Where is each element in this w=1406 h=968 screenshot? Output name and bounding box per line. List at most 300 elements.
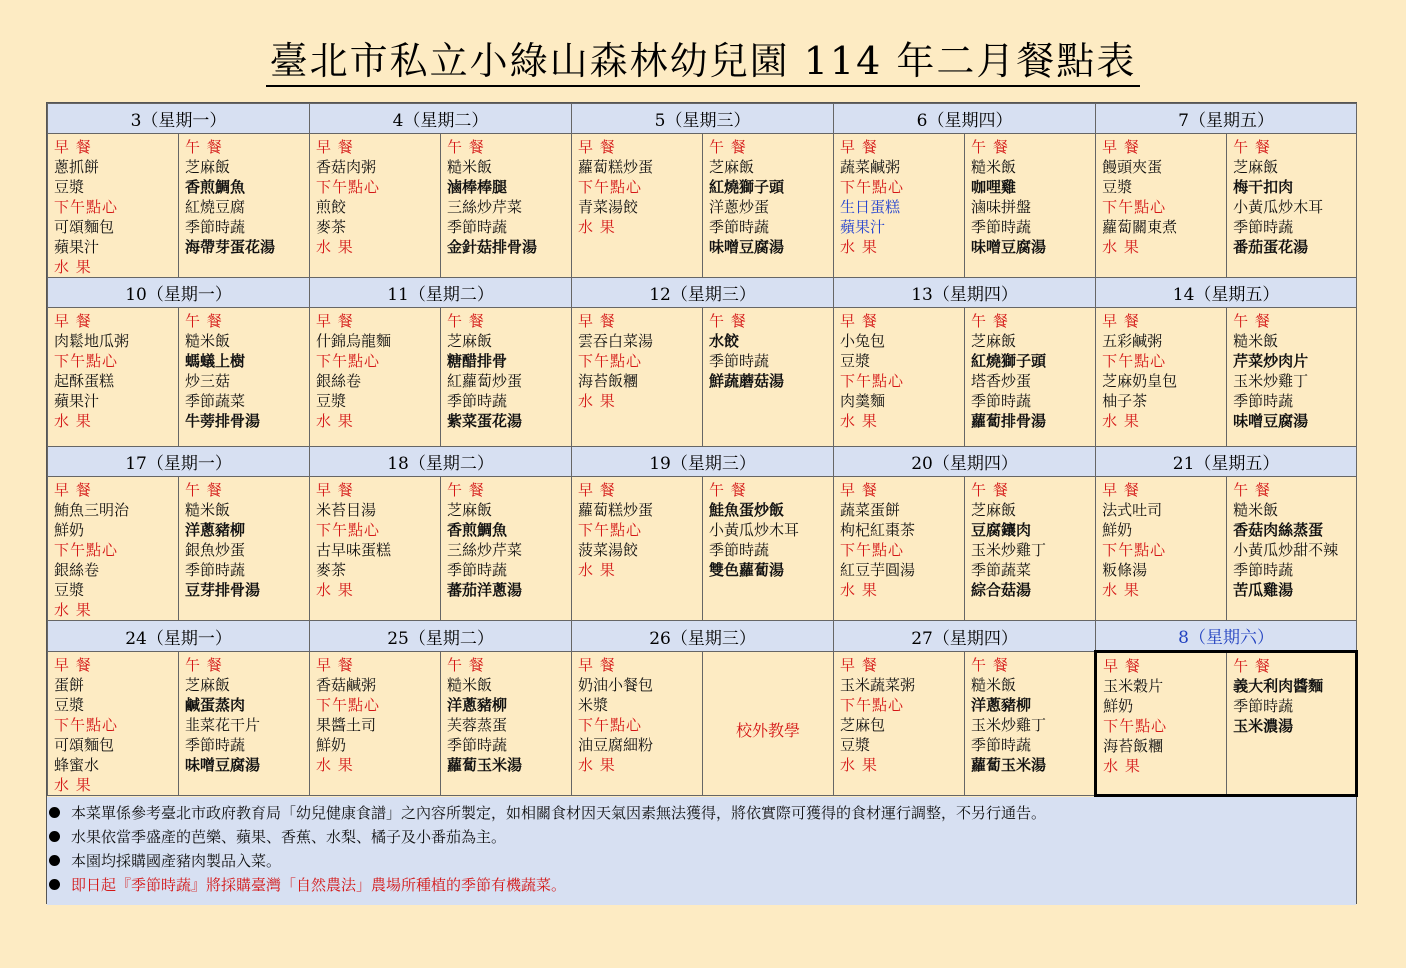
day-header: 24（星期一） <box>48 621 310 652</box>
breakfast-snack-cell <box>48 308 179 447</box>
bullet-icon <box>49 855 60 866</box>
meal-label: 水 果 <box>316 412 354 430</box>
menu-item: 季節時蔬 <box>971 218 1032 236</box>
meal-list <box>179 308 309 431</box>
lunch-cell <box>1227 652 1357 796</box>
note-item <box>47 825 1356 849</box>
menu-item: 蘋果汁 <box>840 218 886 236</box>
menu-item: 鮮蔬蘑菇湯 <box>709 372 785 390</box>
menu-item: 玉米炒雞丁 <box>971 541 1047 559</box>
bullet-icon <box>49 831 60 842</box>
meal-list <box>1227 477 1356 600</box>
menu-item: 麥茶 <box>316 561 347 579</box>
day-header: 18（星期二） <box>310 447 572 477</box>
menu-item: 蛋餅 <box>54 676 85 694</box>
meal-label: 水 果 <box>54 258 92 276</box>
meal-label: 早 餐 <box>840 138 878 156</box>
meal-list <box>834 134 964 257</box>
menu-item: 季節時蔬 <box>447 392 508 410</box>
meal-label: 水 果 <box>578 218 616 236</box>
menu-item: 小黃瓜炒甜不辣 <box>1233 541 1339 559</box>
meal-list <box>572 477 702 580</box>
meal-label: 早 餐 <box>316 138 354 156</box>
meal-label: 水 果 <box>1102 412 1140 430</box>
meal-label: 午 餐 <box>185 656 223 674</box>
menu-item: 洋蔥豬柳 <box>971 696 1032 714</box>
meal-label: 水 果 <box>1102 581 1140 599</box>
menu-item: 芝麻包 <box>840 716 886 734</box>
meal-label: 下午點心 <box>840 541 905 559</box>
meal-list <box>965 652 1094 775</box>
day-header: 19（星期三） <box>572 447 834 477</box>
note-text: 本園均採購國產豬肉製品入菜。 <box>71 852 282 870</box>
menu-item: 番茄蛋花湯 <box>1233 238 1309 256</box>
lunch-cell <box>1227 134 1357 278</box>
menu-item: 糙米飯 <box>185 501 231 519</box>
meal-list <box>48 477 178 620</box>
meal-label: 早 餐 <box>1102 312 1140 330</box>
menu-item: 季節時蔬 <box>447 561 508 579</box>
menu-item: 糙米飯 <box>1233 501 1279 519</box>
day-header: 12（星期三） <box>572 278 834 308</box>
meal-label: 早 餐 <box>54 656 92 674</box>
menu-item: 季節蔬菜 <box>971 561 1032 579</box>
meal-label: 午 餐 <box>185 481 223 499</box>
menu-item: 季節時蔬 <box>709 541 770 559</box>
meal-label: 早 餐 <box>840 312 878 330</box>
meal-list <box>310 652 440 775</box>
note-item <box>47 849 1356 873</box>
lunch-cell <box>179 134 310 278</box>
menu-item: 果醬土司 <box>316 716 377 734</box>
menu-item: 綜合菇湯 <box>971 581 1032 599</box>
menu-item: 鮮奶 <box>1103 697 1134 715</box>
menu-item: 糖醋排骨 <box>447 352 508 370</box>
menu-item: 糙米飯 <box>971 676 1017 694</box>
meal-label: 下午點心 <box>840 372 905 390</box>
day-header: 5（星期三） <box>572 104 834 134</box>
meal-label: 下午點心 <box>54 716 119 734</box>
menu-item: 海苔飯糰 <box>1103 737 1164 755</box>
menu-item: 蜂蜜水 <box>54 756 100 774</box>
menu-item: 芝麻飯 <box>447 501 493 519</box>
meal-label: 水 果 <box>840 756 878 774</box>
menu-item: 洋蔥豬柳 <box>447 696 508 714</box>
meal-label: 水 果 <box>1102 238 1140 256</box>
meal-list <box>834 477 964 600</box>
menu-item: 金針菇排骨湯 <box>447 238 538 256</box>
menu-item: 芝麻奶皇包 <box>1102 372 1178 390</box>
menu-item: 玉米濃湯 <box>1233 717 1294 735</box>
menu-item: 螞蟻上樹 <box>185 352 246 370</box>
menu-item: 豆漿 <box>1102 178 1133 196</box>
menu-item: 季節時蔬 <box>185 561 246 579</box>
breakfast-snack-cell <box>48 134 179 278</box>
lunch-cell <box>965 652 1096 796</box>
bullet-icon <box>49 807 60 818</box>
lunch-cell <box>441 134 572 278</box>
day-header: 17（星期一） <box>48 447 310 477</box>
week-menu-row <box>48 308 1357 447</box>
meal-list <box>48 308 178 431</box>
menu-item: 蘿蔔關東煮 <box>1102 218 1178 236</box>
menu-item: 紅蘿蔔炒蛋 <box>447 372 523 390</box>
menu-item: 季節時蔬 <box>971 392 1032 410</box>
lunch-cell <box>965 477 1096 621</box>
meal-list <box>1096 134 1226 257</box>
breakfast-snack-cell <box>572 477 703 621</box>
meal-label: 水 果 <box>1103 757 1141 775</box>
menu-item: 鮮奶 <box>54 521 85 539</box>
lunch-cell <box>179 477 310 621</box>
menu-item: 煎餃 <box>316 198 347 216</box>
menu-item: 季節時蔬 <box>185 736 246 754</box>
day-header: 26（星期三） <box>572 621 834 652</box>
menu-item: 豆漿 <box>316 392 347 410</box>
menu-item: 季節時蔬 <box>971 736 1032 754</box>
meal-list <box>441 308 571 431</box>
menu-item: 雲吞白菜湯 <box>578 332 654 350</box>
lunch-cell <box>179 652 310 796</box>
menu-item: 滷味拼盤 <box>971 198 1032 216</box>
meal-label: 下午點心 <box>578 716 643 734</box>
menu-item: 芝麻飯 <box>1233 158 1279 176</box>
meal-list <box>310 308 440 431</box>
day-header: 21（星期五） <box>1096 447 1357 477</box>
breakfast-snack-cell <box>48 477 179 621</box>
breakfast-snack-cell <box>310 477 441 621</box>
menu-item: 季節時蔬 <box>185 218 246 236</box>
menu-item: 蘿蔔玉米湯 <box>447 756 523 774</box>
menu-item: 季節時蔬 <box>447 218 508 236</box>
menu-item: 粄條湯 <box>1102 561 1148 579</box>
meal-list <box>48 652 178 795</box>
menu-item: 柚子茶 <box>1102 392 1148 410</box>
menu-item: 洋蔥炒蛋 <box>709 198 770 216</box>
day-header: 4（星期二） <box>310 104 572 134</box>
menu-item: 青菜湯餃 <box>578 198 639 216</box>
breakfast-snack-cell <box>1096 308 1227 447</box>
menu-item: 洋蔥豬柳 <box>185 521 246 539</box>
menu-item: 古早味蛋糕 <box>316 541 392 559</box>
menu-item: 油豆腐細粉 <box>578 736 654 754</box>
menu-item: 糙米飯 <box>1233 332 1279 350</box>
day-header: 7（星期五） <box>1096 104 1357 134</box>
menu-item: 香菇肉粥 <box>316 158 377 176</box>
meal-label: 下午點心 <box>316 696 381 714</box>
meal-list <box>1097 653 1226 776</box>
menu-item: 生日蛋糕 <box>840 198 901 216</box>
menu-item: 咖哩雞 <box>971 178 1017 196</box>
meal-label: 下午點心 <box>578 352 643 370</box>
meal-label: 早 餐 <box>578 656 616 674</box>
meal-list <box>441 477 571 600</box>
menu-item: 季節時蔬 <box>1233 561 1294 579</box>
meal-label: 早 餐 <box>840 481 878 499</box>
meal-list <box>441 652 571 775</box>
menu-item: 法式吐司 <box>1102 501 1163 519</box>
meal-label: 下午點心 <box>578 521 643 539</box>
notes-section <box>47 797 1356 905</box>
meal-label: 午 餐 <box>447 481 485 499</box>
menu-item: 芝麻飯 <box>447 332 493 350</box>
menu-item: 五彩鹹粥 <box>1102 332 1163 350</box>
meal-label: 水 果 <box>578 392 616 410</box>
day-header: 10（星期一） <box>48 278 310 308</box>
menu-item: 海帶芽蛋花湯 <box>185 238 276 256</box>
menu-item: 可頌麵包 <box>54 218 115 236</box>
menu-item: 奶油小餐包 <box>578 676 654 694</box>
breakfast-snack-cell <box>834 652 965 796</box>
meal-label: 下午點心 <box>54 198 119 216</box>
menu-item: 味噌豆腐湯 <box>1233 412 1309 430</box>
meal-list <box>310 477 440 600</box>
menu-item: 三絲炒芹菜 <box>447 198 523 216</box>
menu-item: 鮮奶 <box>316 736 347 754</box>
menu-item: 三絲炒芹菜 <box>447 541 523 559</box>
lunch-cell <box>703 134 834 278</box>
menu-item: 蔬菜蛋餅 <box>840 501 901 519</box>
lunch-cell <box>965 308 1096 447</box>
note-text: 即日起『季節時蔬』將採購臺灣「自然農法」農場所種植的季節有機蔬菜。 <box>71 876 567 894</box>
menu-item: 季節時蔬 <box>709 352 770 370</box>
menu-item: 海苔飯糰 <box>578 372 639 390</box>
breakfast-snack-cell <box>572 308 703 447</box>
meal-label: 午 餐 <box>1233 312 1271 330</box>
menu-item: 糙米飯 <box>447 158 493 176</box>
meal-label: 午 餐 <box>447 138 485 156</box>
menu-item: 蕃茄洋蔥湯 <box>447 581 523 599</box>
meal-label: 下午點心 <box>578 178 643 196</box>
meal-label: 早 餐 <box>316 312 354 330</box>
day-header: 27（星期四） <box>834 621 1096 652</box>
breakfast-snack-cell <box>48 652 179 796</box>
meal-list <box>1227 134 1356 257</box>
menu-item: 季節時蔬 <box>1233 392 1294 410</box>
menu-item: 銀絲卷 <box>316 372 362 390</box>
menu-item: 牛蒡排骨湯 <box>185 412 261 430</box>
meal-label: 下午點心 <box>840 178 905 196</box>
meal-label: 早 餐 <box>1102 138 1140 156</box>
lunch-cell <box>179 308 310 447</box>
meal-label: 午 餐 <box>1233 138 1271 156</box>
menu-item: 香菇鹹粥 <box>316 676 377 694</box>
day-header: 6（星期四） <box>834 104 1096 134</box>
menu-item: 芙蓉蒸蛋 <box>447 716 508 734</box>
lunch-cell <box>703 308 834 447</box>
meal-label: 下午點心 <box>1102 198 1167 216</box>
lunch-cell <box>965 134 1096 278</box>
lunch-cell <box>1227 477 1357 621</box>
menu-item: 豆芽排骨湯 <box>185 581 261 599</box>
meal-list <box>965 308 1095 431</box>
lunch-cell <box>441 652 572 796</box>
menu-item: 玉米炒雞丁 <box>1233 372 1309 390</box>
week-header-row <box>48 447 1357 477</box>
meal-list <box>1227 308 1356 431</box>
menu-item: 玉米蔬菜粥 <box>840 676 916 694</box>
menu-item: 豆漿 <box>840 352 871 370</box>
meal-label: 水 果 <box>840 581 878 599</box>
breakfast-snack-cell <box>572 652 703 796</box>
menu-item: 肉鬆地瓜粥 <box>54 332 130 350</box>
meal-label: 早 餐 <box>54 312 92 330</box>
meal-label: 早 餐 <box>54 481 92 499</box>
menu-item: 水餃 <box>709 332 740 350</box>
meal-label: 午 餐 <box>709 138 747 156</box>
menu-item: 紫菜蛋花湯 <box>447 412 523 430</box>
menu-item: 蘿蔔排骨湯 <box>971 412 1047 430</box>
menu-item: 芝麻飯 <box>971 501 1017 519</box>
breakfast-snack-cell <box>1096 652 1227 796</box>
menu-item: 香煎鯛魚 <box>185 178 246 196</box>
meal-label: 午 餐 <box>971 312 1009 330</box>
week-menu-row <box>48 134 1357 278</box>
menu-item: 蘋果汁 <box>54 238 100 256</box>
title-text: 臺北市私立小綠山森林幼兒園 114 年二月餐點表 <box>266 39 1141 87</box>
meal-list <box>179 134 309 257</box>
meal-label: 午 餐 <box>709 481 747 499</box>
menu-item: 芝麻飯 <box>709 158 755 176</box>
meal-label: 早 餐 <box>840 656 878 674</box>
meal-label: 下午點心 <box>316 521 381 539</box>
menu-item: 饅頭夾蛋 <box>1102 158 1163 176</box>
menu-item: 起酥蛋糕 <box>54 372 115 390</box>
menu-item: 玉米炒雞丁 <box>971 716 1047 734</box>
menu-item: 米苔目湯 <box>316 501 377 519</box>
meal-label: 水 果 <box>840 412 878 430</box>
menu-item: 炒三菇 <box>185 372 231 390</box>
meal-label: 早 餐 <box>54 138 92 156</box>
meal-label: 下午點心 <box>54 352 119 370</box>
breakfast-snack-cell <box>310 652 441 796</box>
menu-item: 銀魚炒蛋 <box>185 541 246 559</box>
meal-label: 早 餐 <box>316 481 354 499</box>
menu-grid <box>47 103 1358 797</box>
menu-item: 麥茶 <box>316 218 347 236</box>
meal-list <box>1096 477 1226 600</box>
menu-item: 塔香炒蛋 <box>971 372 1032 390</box>
meal-list <box>965 477 1095 600</box>
menu-item: 雙色蘿蔔湯 <box>709 561 785 579</box>
day-header: 11（星期二） <box>310 278 572 308</box>
menu-item: 小黃瓜炒木耳 <box>709 521 800 539</box>
meal-label: 午 餐 <box>447 312 485 330</box>
meal-label: 下午點心 <box>54 541 119 559</box>
day-header: 13（星期四） <box>834 278 1096 308</box>
meal-list <box>48 134 178 277</box>
menu-item: 什錦烏龍麵 <box>316 332 392 350</box>
day-header: 8（星期六） <box>1096 621 1357 652</box>
menu-item: 滷棒棒腿 <box>447 178 508 196</box>
meal-label: 下午點心 <box>840 696 905 714</box>
meal-list <box>572 308 702 411</box>
menu-item: 味噌豆腐湯 <box>709 238 785 256</box>
meal-label: 午 餐 <box>971 481 1009 499</box>
menu-item: 季節時蔬 <box>1233 697 1294 715</box>
menu-item: 紅燒獅子頭 <box>709 178 785 196</box>
meal-label: 早 餐 <box>578 312 616 330</box>
note-text: 水果依當季盛產的芭樂、蘋果、香蕉、水梨、橘子及小番茄為主。 <box>71 828 507 846</box>
menu-item: 豆漿 <box>54 581 85 599</box>
menu-item: 豆漿 <box>54 178 85 196</box>
menu-item: 味噌豆腐湯 <box>971 238 1047 256</box>
menu-item: 季節蔬菜 <box>185 392 246 410</box>
meal-list <box>703 308 833 391</box>
breakfast-snack-cell <box>834 477 965 621</box>
menu-item: 紅燒獅子頭 <box>971 352 1047 370</box>
meal-label: 水 果 <box>840 238 878 256</box>
menu-item: 蔬菜鹹粥 <box>840 158 901 176</box>
menu-item: 小黃瓜炒木耳 <box>1233 198 1324 216</box>
menu-item: 鮪魚三明治 <box>54 501 130 519</box>
menu-item: 肉羹麵 <box>840 392 886 410</box>
meal-list <box>703 134 833 257</box>
menu-item: 味噌豆腐湯 <box>185 756 261 774</box>
lunch-cell <box>441 308 572 447</box>
week-header-row <box>48 104 1357 134</box>
menu-item: 芹菜炒肉片 <box>1233 352 1309 370</box>
meal-list <box>441 134 571 257</box>
lunch-cell <box>703 652 834 796</box>
menu-item: 蘿蔔玉米湯 <box>971 756 1047 774</box>
menu-item: 銀絲卷 <box>54 561 100 579</box>
meal-label: 早 餐 <box>1102 481 1140 499</box>
meal-list <box>179 652 309 775</box>
meal-label: 午 餐 <box>971 138 1009 156</box>
meal-label: 水 果 <box>578 561 616 579</box>
week-menu-row <box>48 477 1357 621</box>
menu-item: 鮭魚蛋炒飯 <box>709 501 785 519</box>
meal-label: 午 餐 <box>709 312 747 330</box>
meal-label: 水 果 <box>316 756 354 774</box>
meal-label: 下午點心 <box>1102 352 1167 370</box>
meal-list <box>834 652 964 775</box>
meal-label: 水 果 <box>54 776 92 794</box>
menu-item: 豆漿 <box>840 736 871 754</box>
meal-list <box>572 134 702 237</box>
meal-list <box>572 652 702 775</box>
menu-item: 小兔包 <box>840 332 886 350</box>
menu-item: 菠菜湯餃 <box>578 541 639 559</box>
meal-label: 早 餐 <box>316 656 354 674</box>
meal-list <box>1096 308 1226 431</box>
menu-item: 季節時蔬 <box>709 218 770 236</box>
day-header: 3（星期一） <box>48 104 310 134</box>
bullet-icon <box>49 879 60 890</box>
breakfast-snack-cell <box>310 308 441 447</box>
breakfast-snack-cell <box>310 134 441 278</box>
menu-item: 糙米飯 <box>185 332 231 350</box>
menu-item: 豆腐鑲肉 <box>971 521 1032 539</box>
meal-label: 水 果 <box>54 412 92 430</box>
menu-table <box>46 102 1357 904</box>
week-header-row <box>48 278 1357 308</box>
menu-item: 苦瓜雞湯 <box>1233 581 1294 599</box>
note-text: 本菜單係參考臺北市政府教育局「幼兒健康食譜」之內容所製定，如相關食材因天氣因素無法獲得，將依實際可獲得的食材運行調整，不另行通告。 <box>71 804 1047 822</box>
menu-item: 蘿蔔糕炒蛋 <box>578 501 654 519</box>
breakfast-snack-cell <box>572 134 703 278</box>
menu-item: 鹹蛋蒸肉 <box>185 696 246 714</box>
menu-item: 韭菜花干片 <box>185 716 261 734</box>
menu-item: 香菇肉絲蒸蛋 <box>1233 521 1324 539</box>
menu-item: 糙米飯 <box>971 158 1017 176</box>
menu-item: 蘿蔔糕炒蛋 <box>578 158 654 176</box>
menu-item: 義大利肉醬麵 <box>1233 677 1324 695</box>
menu-item: 可頌麵包 <box>54 736 115 754</box>
meal-label: 水 果 <box>316 238 354 256</box>
menu-item: 玉米穀片 <box>1103 677 1164 695</box>
